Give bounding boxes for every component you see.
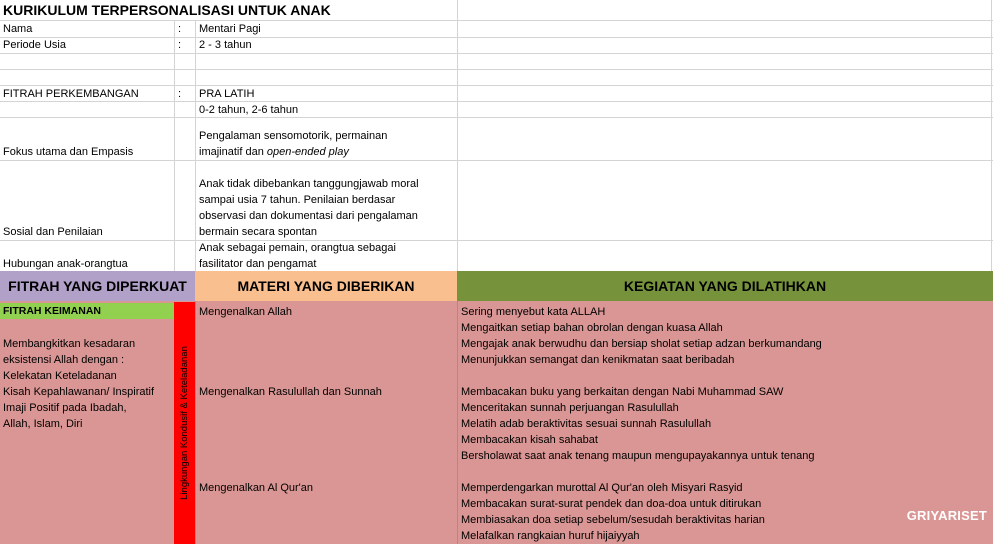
- info-value-nama[interactable]: Mentari Pagi: [199, 23, 261, 35]
- kegiatan-item[interactable]: Melafalkan rangkaian huruf hijaiyyah: [461, 530, 640, 542]
- sosial-label: Sosial dan Penilaian: [3, 226, 103, 238]
- sosial-line-1[interactable]: Anak tidak dibebankan tanggungjawab moral: [199, 178, 419, 190]
- header-fitrah[interactable]: FITRAH YANG DIPERKUAT: [0, 271, 195, 301]
- desc-line: Allah, Islam, Diri: [3, 418, 83, 430]
- desc-line: Imaji Positif pada Ibadah,: [3, 402, 127, 414]
- header-kegiatan[interactable]: KEGIATAN YANG DILATIHKAN: [457, 271, 993, 301]
- desc-line: Kisah Kepahlawanan/ Inspiratif: [3, 386, 155, 398]
- info-label-nama: Nama: [3, 23, 33, 35]
- keimanan-description: [3, 336, 175, 432]
- info-label-periode: Periode Usia: [3, 39, 66, 51]
- kegiatan-item[interactable]: Membacakan kisah sahabat: [461, 434, 598, 446]
- kegiatan-item[interactable]: Sering menyebut kata ALLAH: [461, 306, 606, 318]
- info-sep-periode: :: [178, 39, 182, 51]
- fitrah-sep: :: [178, 88, 182, 100]
- kegiatan-item[interactable]: Menceritakan sunnah perjuangan Rasulullah: [461, 402, 679, 414]
- vertical-label-wrap: [174, 302, 195, 544]
- desc-line: eksistensi Allah dengan :: [3, 354, 125, 366]
- kegiatan-item[interactable]: Membiasakan doa setiap sebelum/sesudah beraktivitas harian: [461, 514, 765, 526]
- keimanan-label[interactable]: FITRAH KEIMANAN: [3, 305, 101, 317]
- kegiatan-item[interactable]: Menunjukkan semangat dan kenikmatan saat beribadah: [461, 354, 735, 366]
- info-value-periode[interactable]: 2 - 3 tahun: [199, 39, 252, 51]
- kegiatan-group-rasul: [461, 384, 814, 464]
- hubungan-line-2[interactable]: fasilitator dan pengamat: [199, 258, 317, 270]
- desc-line: Membangkitkan kesadaran: [3, 338, 136, 350]
- hubungan-label: Hubungan anak-orangtua: [3, 258, 128, 270]
- hubungan-line-1[interactable]: Anak sebagai pemain, orangtua sebagai: [199, 242, 396, 254]
- sosial-line-2[interactable]: sampai usia 7 tahun. Penilaian berdasar: [199, 194, 396, 206]
- sosial-line-4[interactable]: bermain secara spontan: [199, 226, 318, 238]
- fokus-label: Fokus utama dan Empasis: [3, 146, 134, 158]
- vertical-label: Lingkungan Kondusif & Keteladanan: [179, 346, 190, 500]
- kegiatan-item[interactable]: Memperdengarkan murottal Al Qur'an oleh Misyari Rasyid: [461, 482, 743, 494]
- kegiatan-item[interactable]: Membacakan buku yang berkaitan dengan Nabi Muhammad SAW: [461, 386, 784, 398]
- fokus-line-1[interactable]: Pengalaman sensomotorik, permainan: [199, 130, 388, 142]
- header-materi[interactable]: MATERI YANG DIBERIKAN: [195, 271, 457, 301]
- kegiatan-group-allah: [461, 304, 822, 368]
- fokus-line-2[interactable]: [199, 144, 349, 160]
- kegiatan-item[interactable]: Membacakan surat-surat pendek dan doa-doa untuk ditirukan: [461, 498, 762, 510]
- sosial-line-3[interactable]: observasi dan dokumentasi dari pengalaman: [199, 210, 418, 222]
- kegiatan-group-quran: [461, 480, 765, 544]
- page-title: KURIKULUM TERPERSONALISASI UNTUK ANAK: [3, 2, 331, 18]
- kegiatan-item[interactable]: Mengajak anak berwudhu dan bersiap sholat setiap adzan berkumandang: [461, 338, 822, 350]
- watermark-logo: GRIYARISET: [906, 508, 987, 523]
- fokus-line-2-plain: imajinatif dan: [199, 146, 267, 158]
- materi-item[interactable]: Mengenalkan Al Qur'an: [199, 482, 314, 494]
- desc-line: Kelekatan Keteladanan: [3, 370, 117, 382]
- materi-item[interactable]: Mengenalkan Rasulullah dan Sunnah: [199, 386, 382, 398]
- fokus-line-2-italic: open-ended play: [266, 146, 349, 158]
- info-sep-nama: :: [178, 23, 182, 35]
- materi-item[interactable]: Mengenalkan Allah: [199, 306, 292, 318]
- kegiatan-item[interactable]: Mengaitkan setiap bahan obrolan dengan kuasa Allah: [461, 322, 723, 334]
- fitrah-value[interactable]: PRA LATIH: [199, 88, 255, 100]
- fitrah-label: FITRAH PERKEMBANGAN: [3, 88, 139, 100]
- fitrah-sub[interactable]: 0-2 tahun, 2-6 tahun: [199, 104, 299, 116]
- kegiatan-item[interactable]: Bersholawat saat anak tenang maupun mengupayakannya untuk tenang: [461, 450, 815, 462]
- kegiatan-item[interactable]: Melatih adab beraktivitas sesuai sunnah Rasulullah: [461, 418, 712, 430]
